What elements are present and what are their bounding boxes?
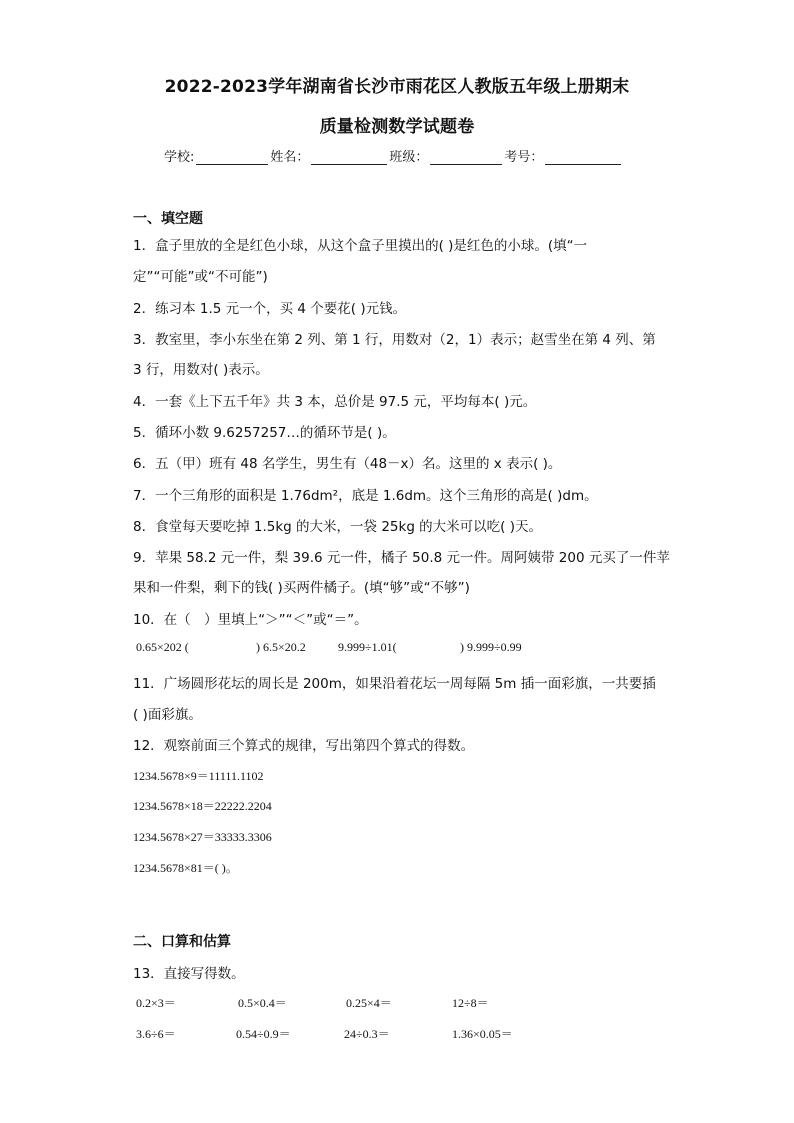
q10-expression-b-right: ) 9.999÷0.99 bbox=[460, 640, 522, 654]
section-1-heading: 一、填空题 bbox=[133, 211, 203, 227]
q13-item-2: 0.5×0.4＝ bbox=[238, 996, 287, 1010]
q10-expression-b-left: 9.999÷1.01( bbox=[338, 640, 397, 654]
student-info-row bbox=[164, 146, 623, 165]
question-11-line-2: ( )面彩旗。 bbox=[133, 707, 202, 723]
school-label: 学校: bbox=[164, 150, 195, 165]
class-blank[interactable] bbox=[430, 150, 502, 165]
question-2: 2．练习本 1.5 元一个，买 4 个要花( )元钱。 bbox=[133, 301, 407, 317]
q12-equation-4: 1234.5678×81＝( )。 bbox=[133, 861, 238, 875]
question-4: 4．一套《上下五千年》共 3 本，总价是 97.5 元，平均每本( )元。 bbox=[133, 394, 537, 410]
q13-item-1: 0.2×3＝ bbox=[136, 996, 176, 1010]
question-9-line-1: 9．苹果 58.2 元一件，梨 39.6 元一件，橘子 50.8 元一件。周阿姨带 200 元买了一件苹 bbox=[133, 550, 670, 566]
question-13: 13．直接写得数。 bbox=[133, 966, 245, 982]
question-1-line-1: 1．盒子里放的全是红色小球，从这个盒子里摸出的( )是红色的小球。(填“一 bbox=[133, 238, 588, 254]
question-8: 8．食堂每天要吃掉 1.5kg 的大米，一袋 25kg 的大米可以吃( )天。 bbox=[133, 519, 543, 535]
question-9-line-2: 果和一件梨，剩下的钱( )买两件橘子。(填“够”或“不够”) bbox=[133, 580, 470, 596]
name-label: 姓名： bbox=[270, 150, 310, 165]
q13-item-5: 3.6÷6＝ bbox=[136, 1027, 176, 1041]
name-blank[interactable] bbox=[311, 150, 387, 165]
exam-no-label: 考号： bbox=[504, 150, 544, 165]
q13-item-4: 12÷8＝ bbox=[452, 996, 489, 1010]
school-blank[interactable] bbox=[196, 150, 268, 165]
q13-item-7: 24÷0.3＝ bbox=[344, 1027, 390, 1041]
question-11-line-1: 11．广场圆形花坛的周长是 200m，如果沿着花坛一周每隔 5m 插一面彩旗，一共要插 bbox=[133, 676, 656, 692]
title-line-2: 质量检测数学试题卷 bbox=[319, 117, 475, 137]
question-1-line-2: 定”“可能”或“不可能”) bbox=[133, 269, 268, 285]
question-12: 12．观察前面三个算式的规律，写出第四个算式的得数。 bbox=[133, 738, 475, 754]
q12-equation-3: 1234.5678×27＝33333.3306 bbox=[133, 830, 272, 844]
exam-no-blank[interactable] bbox=[545, 150, 621, 165]
q13-item-3: 0.25×4＝ bbox=[346, 996, 392, 1010]
question-3-line-1: 3．教室里，李小东坐在第 2 列、第 1 行，用数对（2，1）表示；赵雪坐在第 4 列、第 bbox=[133, 332, 656, 348]
question-3-line-2: 3 行，用数对( )表示。 bbox=[133, 362, 269, 378]
question-6: 6．五（甲）班有 48 名学生，男生有（48－x）名。这里的 x 表示( )。 bbox=[133, 456, 562, 472]
question-10: 10．在（ ）里填上“＞”“＜”或“＝”。 bbox=[133, 612, 368, 628]
question-7: 7．一个三角形的面积是 1.76dm²，底是 1.6dm。这个三角形的高是( )dm。 bbox=[133, 488, 598, 504]
q10-expression-a-right: ) 6.5×20.2 bbox=[256, 640, 306, 654]
q13-item-6: 0.54÷0.9＝ bbox=[236, 1027, 291, 1041]
q13-item-8: 1.36×0.05＝ bbox=[452, 1027, 513, 1041]
q10-expression-a-left: 0.65×202 ( bbox=[136, 640, 189, 654]
class-label: 班级： bbox=[389, 150, 429, 165]
section-2-heading: 二、口算和估算 bbox=[133, 934, 231, 950]
title-line-1: 2022-2023学年湖南省长沙市雨花区人教版五年级上册期末 bbox=[164, 77, 630, 97]
question-5: 5．循环小数 9.6257257…的循环节是( )。 bbox=[133, 425, 396, 441]
q12-equation-2: 1234.5678×18＝22222.2204 bbox=[133, 799, 272, 813]
q12-equation-1: 1234.5678×9＝11111.1102 bbox=[133, 769, 264, 783]
